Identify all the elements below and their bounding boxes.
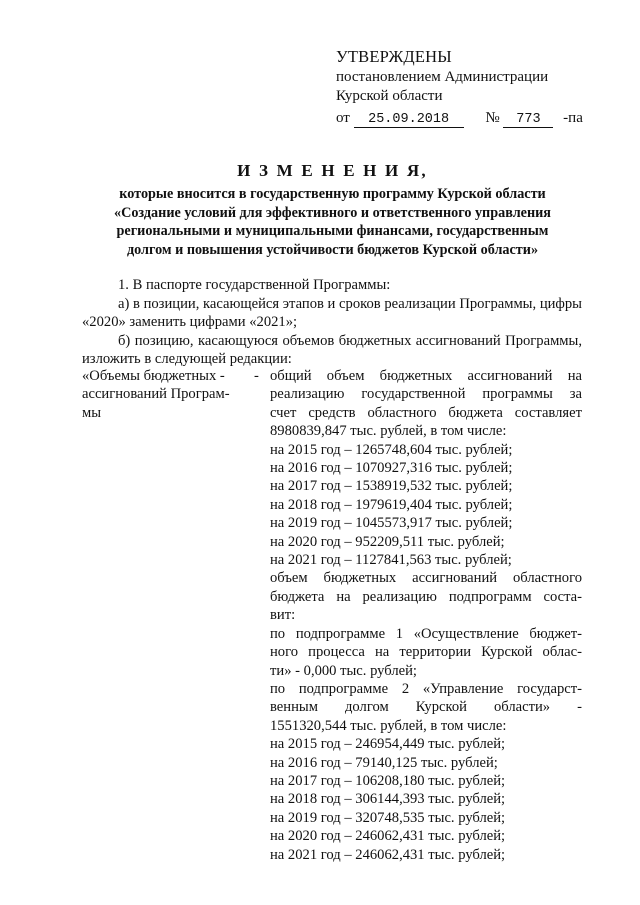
right-line: вит: <box>270 607 296 624</box>
left-line-1: «Объемы бюджетных - <box>82 368 225 384</box>
right-line: счет средств областного бюджета составляет <box>270 404 582 421</box>
table-dash: - <box>254 368 259 384</box>
right-line: на 2015 год – 1265748,604 тыс. рублей; <box>270 441 513 458</box>
approval-date: 25.09.2018 <box>354 112 464 128</box>
document-heading <box>60 160 605 259</box>
right-line: на 2016 год – 79140,125 тыс. рублей; <box>270 754 498 771</box>
right-line: 8980839,847 тыс. рублей, в том числе: <box>270 423 507 440</box>
heading-line-1: которые вносится в государственную программу Курской области <box>119 186 546 202</box>
right-line: на 2016 год – 1070927,316 тыс. рублей; <box>270 460 513 477</box>
approval-number-line <box>336 108 583 128</box>
approval-title: УТВЕРЖДЕНЫ <box>336 47 452 66</box>
right-line: на 2019 год – 1045573,917 тыс. рублей; <box>270 515 513 532</box>
approval-number: 773 <box>503 112 553 128</box>
left-line-2: ассигнований Програм- <box>82 386 230 403</box>
right-line: ного процесса на территории Курской облас- <box>270 644 582 661</box>
document-body <box>82 276 582 369</box>
right-line: венным долгом Курской области» - <box>270 699 582 716</box>
table-right-column <box>270 367 582 864</box>
right-line: на 2018 год – 306144,393 тыс. рублей; <box>270 791 506 808</box>
heading-line-4: долгом и повышения устойчивости бюджетов Курской области» <box>126 241 539 258</box>
number-sign: № <box>485 110 500 126</box>
paragraph-2: а) в позиции, касающейся этапов и сроков реализации Программы, цифры «2020» заменить цифрами «2021»; <box>82 295 582 331</box>
right-line: общий объем бюджетных ассигнований на <box>270 368 582 384</box>
number-suffix: -па <box>563 110 583 126</box>
paragraph-3: б) позицию, касающуюся объемов бюджетных ассигнований Программы, изложить в следующей редакции: <box>82 332 582 368</box>
right-line: на 2017 год – 106208,180 тыс. рублей; <box>270 772 506 789</box>
left-line-3: мы <box>82 404 102 421</box>
right-line: бюджета на реализацию подпрограмм соста- <box>270 588 582 605</box>
from-prefix: от <box>336 110 350 126</box>
right-line: на 2020 год – 952209,511 тыс. рублей; <box>270 533 505 550</box>
right-line: на 2015 год – 246954,449 тыс. рублей; <box>270 736 506 753</box>
approval-line-1: постановлением Администрации <box>336 69 549 85</box>
right-line: 1551320,544 тыс. рублей, в том числе: <box>270 717 507 734</box>
paragraph-1: 1. В паспорте государственной Программы: <box>118 277 391 293</box>
approval-block <box>336 46 583 128</box>
right-line: на 2021 год – 246062,431 тыс. рублей; <box>270 846 506 863</box>
right-line: на 2020 год – 246062,431 тыс. рублей; <box>270 828 506 845</box>
right-line: на 2018 год – 1979619,404 тыс. рублей; <box>270 496 513 513</box>
right-line: на 2017 год – 1538919,532 тыс. рублей; <box>270 478 513 495</box>
right-line: ти» - 0,000 тыс. рублей; <box>270 662 417 679</box>
table-left-column <box>82 367 242 422</box>
approval-line-2: Курской области <box>336 88 443 104</box>
right-line: на 2019 год – 320748,535 тыс. рублей; <box>270 809 506 826</box>
right-line: реализацию государственной программы за <box>270 386 582 403</box>
right-line: по подпрограмме 2 «Управление государст- <box>270 680 582 697</box>
heading-line-2: «Создание условий для эффективного и ответственного управления <box>114 204 551 221</box>
heading-title: И З М Е Н Е Н И Я, <box>237 161 428 180</box>
right-line: объем бюджетных ассигнований областного <box>270 570 582 587</box>
heading-line-3: региональными и муниципальными финансами, государственным <box>116 223 549 240</box>
right-line: по подпрограмме 1 «Осуществление бюджет- <box>270 625 582 642</box>
right-line: на 2021 год – 1127841,563 тыс. рублей; <box>270 552 512 569</box>
